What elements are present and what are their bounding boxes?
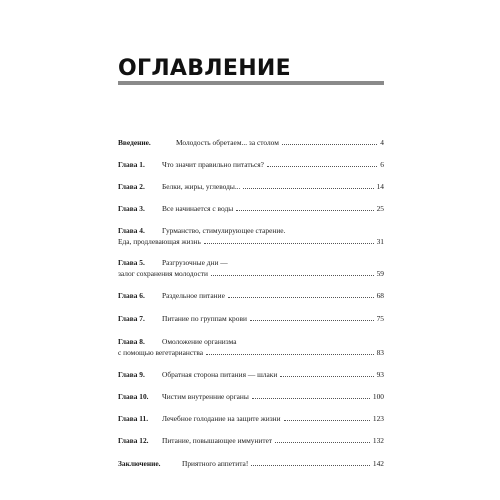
dot-leader [211, 275, 374, 276]
toc-entry[interactable] [118, 391, 384, 402]
toc-entry[interactable] [118, 257, 384, 279]
toc-entry[interactable] [118, 458, 384, 469]
dot-leader [228, 297, 374, 298]
toc-entry-title: Питание по группам крови [162, 314, 247, 323]
toc-entry-title: Омоложение организма [162, 337, 237, 346]
toc-entry-label: Глава 1. [118, 160, 145, 169]
toc-entry-title: Молодость обретаем... за столом [176, 138, 279, 147]
toc-entry-title: Еда, продлевающая жизнь [118, 237, 201, 246]
toc-entry-label: Глава 7. [118, 314, 145, 323]
toc-entry[interactable] [118, 313, 384, 324]
toc-entry[interactable] [118, 413, 384, 424]
toc-entry[interactable] [118, 203, 384, 214]
toc-heading: ОГЛАВЛЕНИЕ [118, 56, 291, 81]
heading-underline [118, 81, 384, 85]
dot-leader [284, 420, 370, 421]
toc-entry-label: Глава 12. [118, 436, 149, 445]
toc-entry-title: Раздельное питание [162, 291, 225, 300]
toc-entry-label: Глава 9. [118, 370, 145, 379]
toc-entry[interactable] [118, 159, 384, 170]
toc-entry[interactable] [118, 369, 384, 380]
toc-entry-label: Глава 6. [118, 291, 145, 300]
dot-leader [275, 442, 370, 443]
page-number: 83 [376, 348, 384, 357]
toc-entry-label: Глава 4. [118, 226, 145, 235]
page-number: 123 [372, 414, 384, 423]
dot-leader [252, 398, 370, 399]
dot-leader [280, 376, 373, 377]
dot-leader [267, 166, 377, 167]
toc-entry-label: Введение. [118, 138, 151, 147]
toc-entry-title: Разгрузочные дни — [162, 258, 228, 267]
page-number: 59 [376, 269, 384, 278]
toc-entry[interactable] [118, 290, 384, 301]
toc-entry-title: Что значит правильно питаться? [162, 160, 264, 169]
toc-entry-label: Глава 5. [118, 258, 145, 267]
toc-entry-title: Все начинается с воды [162, 204, 234, 213]
toc-entry[interactable] [118, 336, 384, 358]
page-number: 93 [376, 370, 384, 379]
toc-entry-title: Обратная сторона питания — шлаки [162, 370, 278, 379]
toc-entry-title: Приятного аппетита! [182, 459, 249, 468]
toc-entry-label: Глава 2. [118, 182, 145, 191]
toc-entry[interactable] [118, 181, 384, 192]
toc-entry-title: с помощью вегетарианства [118, 348, 204, 357]
toc-entry-label: Глава 3. [118, 204, 145, 213]
page-number: 6 [380, 160, 384, 169]
toc-entry-label: Глава 11. [118, 414, 149, 423]
page-number: 31 [376, 237, 384, 246]
dot-leader [251, 465, 370, 466]
toc-entry-title: Питание, повышающее иммунитет [162, 436, 273, 445]
dot-leader [236, 210, 373, 211]
dot-leader [204, 243, 374, 244]
page-number: 75 [376, 314, 384, 323]
toc-entry-title: Чистим внутренние органы [162, 392, 249, 401]
toc-entry[interactable] [118, 137, 384, 148]
dot-leader [282, 144, 377, 145]
page-number: 132 [372, 436, 384, 445]
page-number: 100 [372, 392, 384, 401]
page-number: 68 [376, 291, 384, 300]
dot-leader [206, 354, 374, 355]
toc-entry-title: залог сохранения молодости [118, 269, 208, 278]
page-number: 25 [376, 204, 384, 213]
toc-entry[interactable] [118, 225, 384, 247]
dot-leader [243, 188, 373, 189]
toc-entry-title: Гурманство, стимулирующее старение. [162, 226, 286, 235]
toc-entry-label: Заключение. [118, 459, 161, 468]
toc-entry-title: Лечебное голодание на защите жизни [162, 414, 281, 423]
toc-entry-label: Глава 8. [118, 337, 145, 346]
toc-entry-label: Глава 10. [118, 392, 149, 401]
page-number: 142 [372, 459, 384, 468]
page-number: 4 [380, 138, 384, 147]
toc-entry[interactable] [118, 435, 384, 446]
toc-entry-title: Белки, жиры, углеводы... [162, 182, 241, 191]
dot-leader [250, 320, 374, 321]
page-number: 14 [376, 182, 384, 191]
